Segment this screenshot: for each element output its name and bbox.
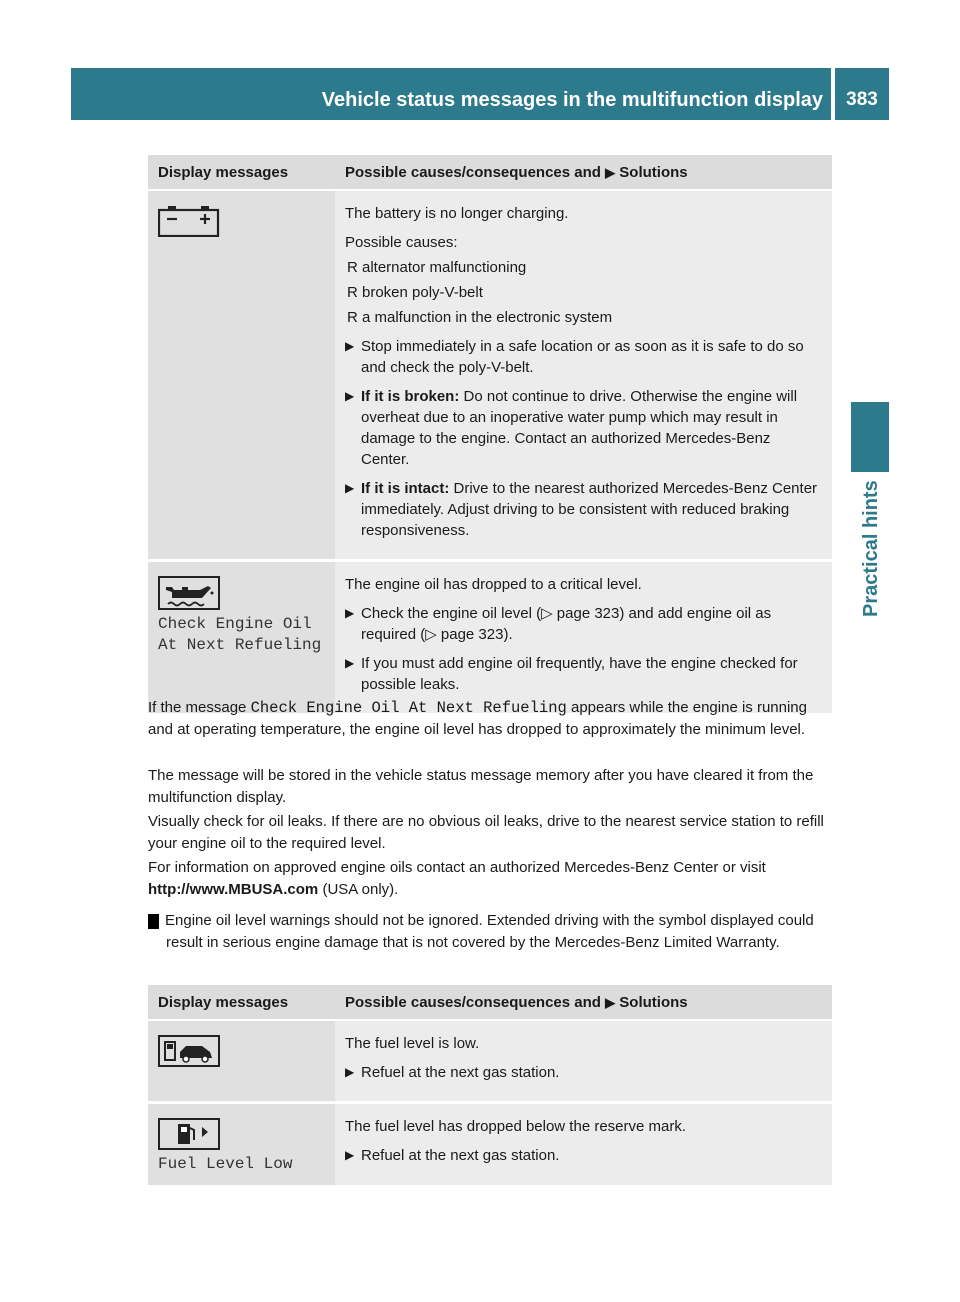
action-arrow-icon: ▶: [345, 339, 355, 353]
warning-icon: !: [148, 914, 159, 929]
list-item: R a malfunction in the electronic system: [347, 309, 613, 326]
side-tab-block: [851, 402, 889, 472]
side-tab-label: Practical hints: [860, 480, 882, 617]
mbusa-link[interactable]: http://www.MBUSA.com: [148, 881, 319, 898]
col-display-messages: Display messages: [148, 155, 335, 190]
col-causes-solutions: [335, 985, 832, 1020]
col-display-messages: Display messages: [148, 985, 335, 1020]
play-arrow-icon: ▶: [605, 164, 616, 180]
paragraph: If the message Check Engine Oil At Next Refueling appears while the engine is running and at operating temperature, the engine oil level has dropped to approximately the minimum level.: [148, 699, 807, 738]
fuel-pump-icon: [158, 1118, 325, 1154]
inline-message: Check Engine Oil At Next Refueling: [250, 699, 567, 717]
display-cell: [148, 561, 335, 715]
action-step: ▶ If it is broken: Do not continue to drive. Otherwise the engine will overheat due to an inoperative water pump which may result in damage to the engine. Contact an authorized Mercedes-Benz Center.: [345, 388, 798, 468]
message-table-2: [148, 985, 832, 1188]
action-arrow-icon: ▶: [345, 1148, 355, 1162]
col-causes-solutions: [335, 155, 832, 190]
paragraph: For information on approved engine oils contact an authorized Mercedes-Benz Center or visit http://www.MBUSA.com (USA only).: [148, 859, 766, 898]
action-arrow-icon: ▶: [345, 1065, 355, 1079]
col-causes-prefix: Possible causes/consequences and: [345, 163, 601, 181]
col-causes-prefix: Possible causes/consequences and: [345, 993, 601, 1011]
intro-text: The battery is no longer charging.: [345, 205, 569, 222]
display-cell: [148, 1020, 335, 1103]
table-row: [148, 1020, 832, 1103]
battery-icon: [158, 205, 325, 241]
paragraph: The message will be stored in the vehicle status message memory after you have cleared it from the multifunction display.: [148, 767, 814, 806]
bullet-mark: R: [347, 259, 362, 276]
action-step: ▶ If it is intact: Drive to the nearest authorized Mercedes-Benz Center immediately. Adjust driving to be consistent with reduced braking responsiveness.: [345, 480, 818, 539]
intro-text: The engine oil has dropped to a critical level.: [345, 576, 642, 593]
intro-text: The fuel level is low.: [345, 1035, 480, 1052]
list-item: R alternator malfunctioning: [347, 259, 527, 276]
action-step: ▶ Refuel at the next gas station.: [345, 1064, 560, 1081]
col-solutions: Solutions: [619, 163, 688, 181]
message-table-1: [148, 155, 832, 716]
solutions-cell: [335, 1020, 832, 1103]
table-header-row: [148, 155, 832, 190]
page-title: Vehicle status messages in the multifunction display: [321, 89, 823, 111]
action-arrow-icon: ▶: [345, 656, 355, 670]
solutions-cell: [335, 190, 832, 561]
col-solutions: Solutions: [619, 993, 688, 1011]
oil-can-icon: [158, 576, 325, 614]
display-message-line: Fuel Level Low: [158, 1155, 293, 1173]
causes-label: Possible causes:: [345, 234, 458, 251]
list-item: R broken poly-V-belt: [347, 284, 483, 301]
display-cell: [148, 1103, 335, 1187]
bullet-mark: R: [347, 309, 362, 326]
action-arrow-icon: ▶: [345, 389, 355, 403]
action-step: ▶ Refuel at the next gas station.: [345, 1147, 560, 1164]
table-header-row: [148, 985, 832, 1020]
paragraph: Visually check for oil leaks. If there are no obvious oil leaks, drive to the nearest service station to refill your engine oil to the required level.: [148, 813, 824, 852]
action-step: ▶ Check the engine oil level (▷ page 323) and add engine oil as required (▷ page 323).: [345, 605, 772, 643]
fuel-pump-car-icon: [158, 1035, 325, 1071]
table-row: [148, 1103, 832, 1187]
warning-note: ! Engine oil level warnings should not be ignored. Extended driving with the symbol displayed could result in serious engine damage that is not covered by the Mercedes-Benz Limited Warranty.: [142, 912, 814, 951]
table-row: [148, 190, 832, 561]
action-step: ▶ Stop immediately in a safe location or as soon as it is safe to do so and check the poly-V-belt.: [345, 338, 804, 376]
play-arrow-icon: ▶: [605, 994, 616, 1010]
display-cell: [148, 190, 335, 561]
action-step: ▶ If you must add engine oil frequently, have the engine checked for possible leaks.: [345, 655, 798, 693]
display-message-line: At Next Refueling: [158, 636, 322, 654]
intro-text: The fuel level has dropped below the reserve mark.: [345, 1118, 687, 1135]
page-number: 383: [835, 68, 889, 120]
bullet-mark: R: [347, 284, 362, 301]
action-arrow-icon: ▶: [345, 606, 355, 620]
display-message-line: Check Engine Oil: [158, 615, 312, 633]
solutions-cell: [335, 561, 832, 715]
table-row: [148, 561, 832, 715]
solutions-cell: [335, 1103, 832, 1187]
action-arrow-icon: ▶: [345, 481, 355, 495]
